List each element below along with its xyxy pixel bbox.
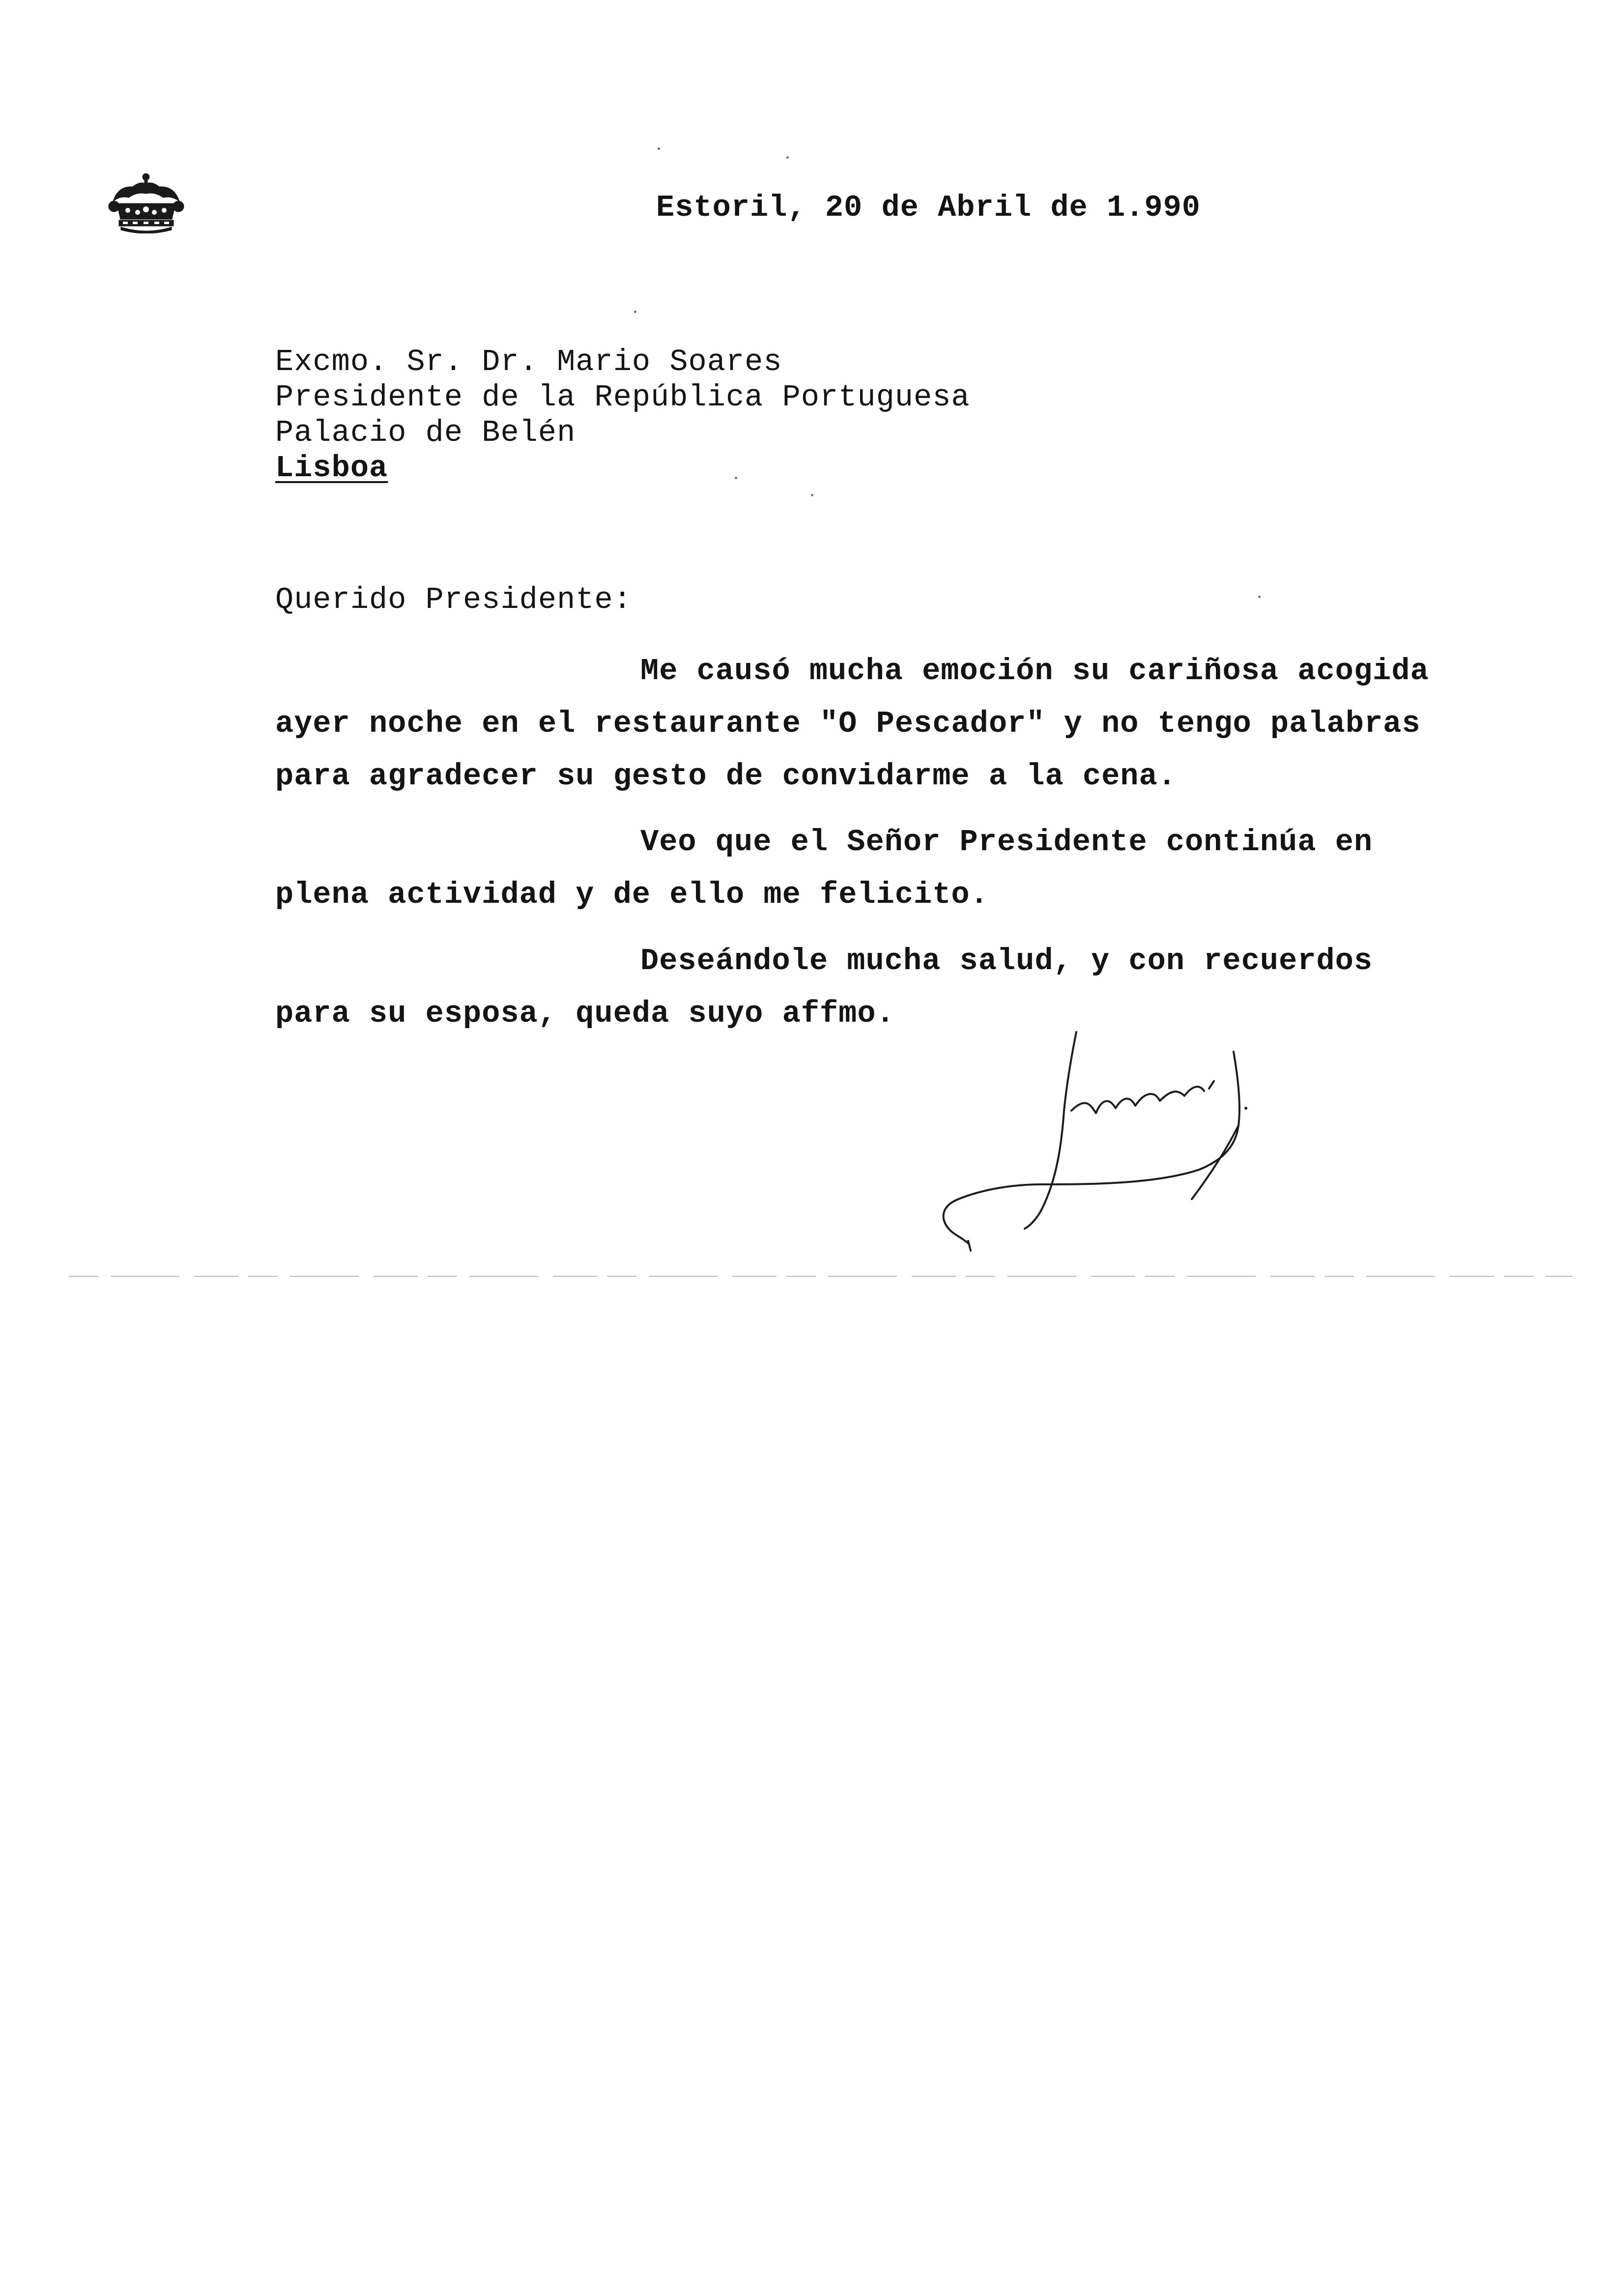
paper-speck xyxy=(735,477,737,479)
recipient-title: Presidente de la República Portuguesa xyxy=(275,380,970,415)
recipient-address: Palacio de Belén xyxy=(275,415,576,450)
paper-speck xyxy=(634,311,636,313)
paper-speck xyxy=(811,494,813,496)
paper-speck xyxy=(658,147,660,150)
paper-speck xyxy=(786,156,789,159)
paragraph1-line2: ayer noche en el restaurante "O Pescador" y no tengo palabras xyxy=(275,706,1421,741)
royal-crown-icon xyxy=(103,172,189,233)
recipient-city: Lisboa xyxy=(275,451,388,486)
paragraph3-line2: para su esposa, queda suyo affmo. xyxy=(275,996,895,1031)
recipient-name: Excmo. Sr. Dr. Mario Soares xyxy=(275,344,782,379)
place-date: Estoril, 20 de Abril de 1.990 xyxy=(656,190,1201,225)
paragraph3-line1: Deseándole mucha salud, y con recuerdos xyxy=(640,944,1373,978)
paper-speck xyxy=(1258,596,1261,598)
paragraph2-line2: plena actividad y de ello me felicito. xyxy=(275,877,989,912)
paragraph1-line1: Me causó mucha emoción su cariñosa acogida xyxy=(640,654,1429,689)
paragraph1-line3: para agradecer su gesto de convidarme a la cena. xyxy=(275,759,1177,794)
salutation: Querido Presidente: xyxy=(275,582,632,617)
handwritten-signature xyxy=(924,1022,1317,1258)
scan-line xyxy=(69,1275,1573,1277)
paragraph2-line1: Veo que el Señor Presidente continúa en xyxy=(640,825,1373,860)
